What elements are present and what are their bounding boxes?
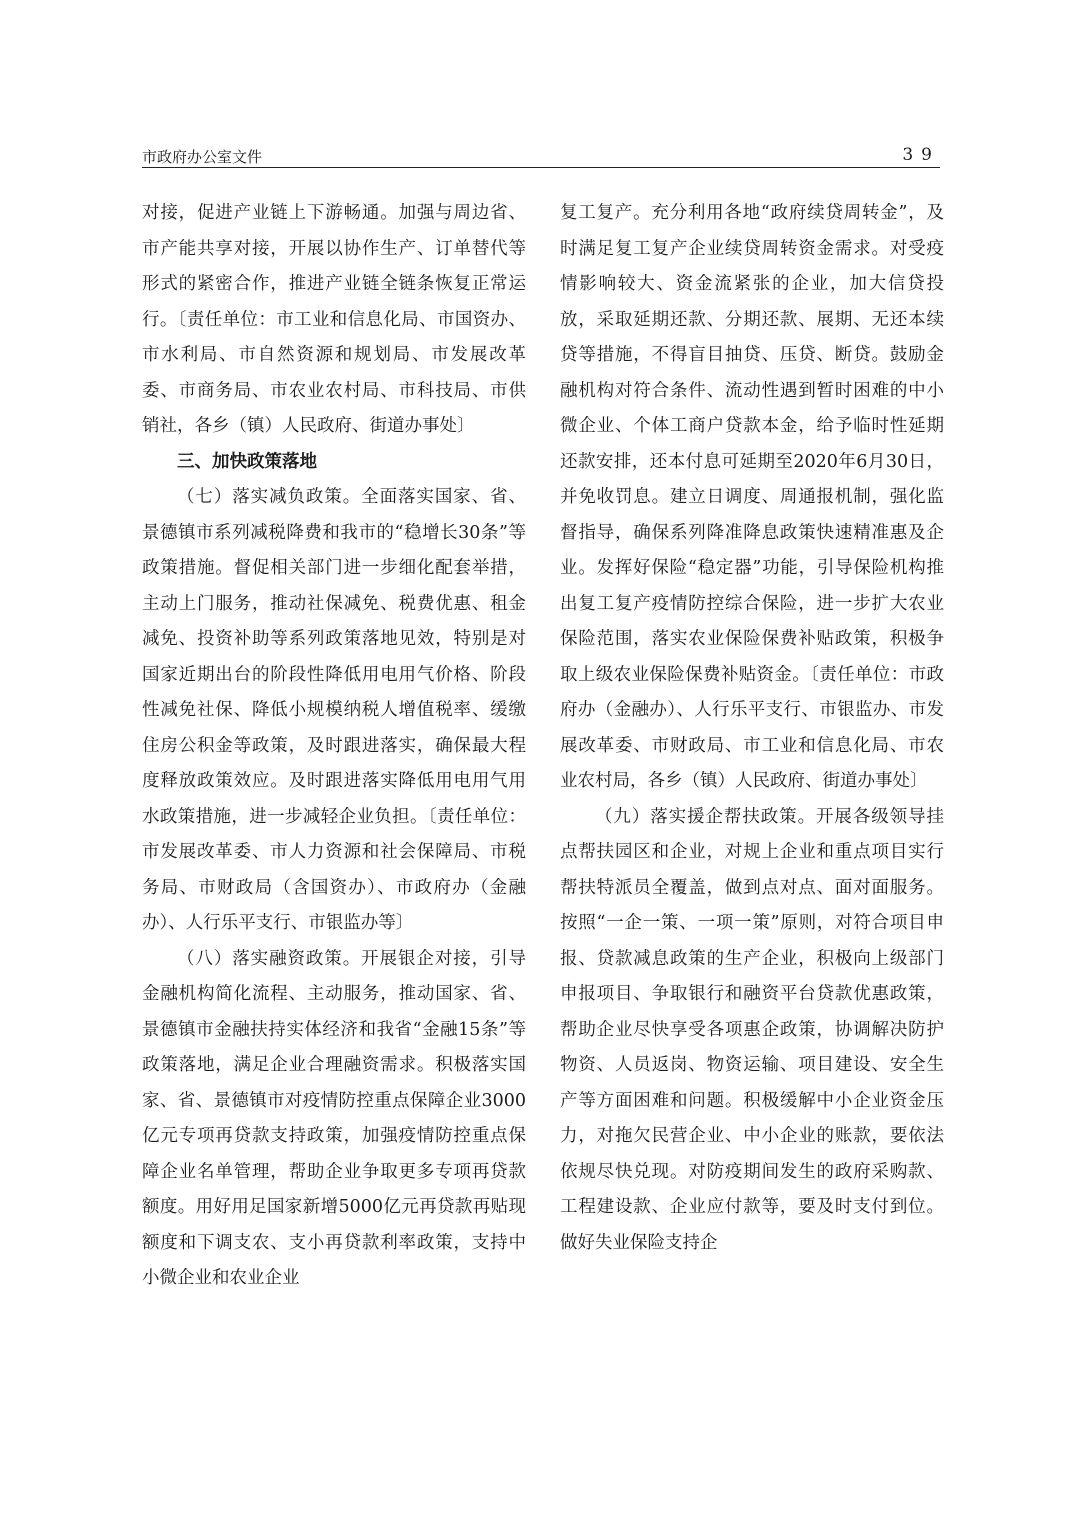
paragraph-title: （八）落实融资政策。 — [177, 948, 362, 969]
paragraph-enterprise-support — [560, 800, 944, 1262]
header-rule — [142, 167, 940, 168]
paragraph-title: （七）落实减负政策。 — [177, 487, 362, 507]
right-column — [560, 196, 944, 1261]
paragraph-title: （九）落实援企帮扶政策。 — [595, 806, 816, 827]
page-header — [142, 146, 940, 166]
paragraph-continued: 对接，促进产业链上下游畅通。加强与周边省、市产能共享对接，开展以协作生产、订单替代等形式的紧密合作，推进产业链全链条恢复正常运行。〔责任单位：市工业和信息化局、市国资办、市水利局、市自然资源和规划局、市发展改革委、市商务局、市农业农村局、市科技局、市供销社，各乡（镇）人民政府、街道办事处〕 — [142, 203, 526, 436]
page-number: 39 — [902, 145, 940, 165]
left-column — [142, 196, 526, 1297]
paragraph-body: 开展银企对接，引导金融机构简化流程、主动服务，推动国家、省、景德镇市金融扶持实体经济和我省“金融15条”等政策落地，满足企业合理融资需求。积极落实国家、省、景德镇市对疫情防控重点保障企业3000亿元专项再贷款支持政策，加强疫情防控重点保障企业名单管理，帮助企业争取更多专项再贷款额度。用好用足国家新增5000亿元再贷款再贴现额度和下调支农、支小再贷款利率政策，支持中小微企业和农业企业 — [142, 948, 527, 1288]
section-heading: 三、加快政策落地 — [177, 451, 317, 472]
paragraph-reduce-burden — [142, 480, 526, 942]
paragraph-continued: 复工复产。充分利用各地“政府续贷周转金”，及时满足复工复产企业续贷周转资金需求。对受疫情影响较大、资金流紧张的企业，加大信贷投放，采取延期还款、分期还款、展期、无还本续贷等措施，不得盲目抽贷、压贷、断贷。鼓励金融机构对符合条件、流动性遇到暂时困难的中小微企业、个体工商户贷款本金，给予临时性延期还款安排，还本付息可延期至2020年6月30日，并免收罚息。建立日调度、周通报机制，强化监督指导，确保系列降准降息政策快速精准惠及企业。发挥好保险“稳定器”功能，引导保险机构推出复工复产疫情防控综合保险，进一步扩大农业保险范围，落实农业保险保费补贴政策，积极争取上级农业保险保费补贴资金。〔责任单位：市政府办（金融办）、人行乐平支行、市银监办、市发展改革委、市财政局、市工业和信息化局、市农业农村局，各乡（镇）人民政府、街道办事处〕 — [560, 203, 944, 791]
paragraph-financing — [142, 942, 526, 1297]
paragraph-body: 开展各级领导挂点帮扶园区和企业，对规上企业和重点项目实行帮扶特派员全覆盖，做到点对点、面对面服务。按照“一企一策、一项一策”原则，对符合项目申报、贷款减息政策的生产企业，积极向上级部门申报项目、争取银行和融资平台贷款优惠政策，帮助企业尽快享受各项惠企政策，协调解决防护物资、人员返岗、物资运输、项目建设、安全生产等方面困难和问题。积极缓解中小企业资金压力，对拖欠民营企业、中小企业的账款，要依法依规尽快兑现。对防疫期间发生的政府采购款、工程建设款、企业应付款等，要及时支付到位。做好失业保险支持企 — [560, 806, 944, 1253]
paragraph-body: 全面落实国家、省、景德镇市系列减税降费和我市的“稳增长30条”等政策措施。督促相关部门进一步细化配套举措，主动上门服务，推动社保减免、税费优惠、租金减免、投资补助等系列政策落地见效，特别是对国家近期出台的阶段性降低用电用气价格、阶段性减免社保、降低小规模纳税人增值税率、缓缴住房公积金等政策，及时跟进落实，确保最大程度释放政策效应。及时跟进落实降低用电用气用水政策措施，进一步减轻企业负担。〔责任单位：市发展改革委、市人力资源和社会保障局、市税务局、市财政局（含国资办）、市政府办（金融办）、人行乐平支行、市银监办等〕 — [142, 487, 527, 933]
document-label: 市政府办公室文件 — [142, 148, 263, 166]
